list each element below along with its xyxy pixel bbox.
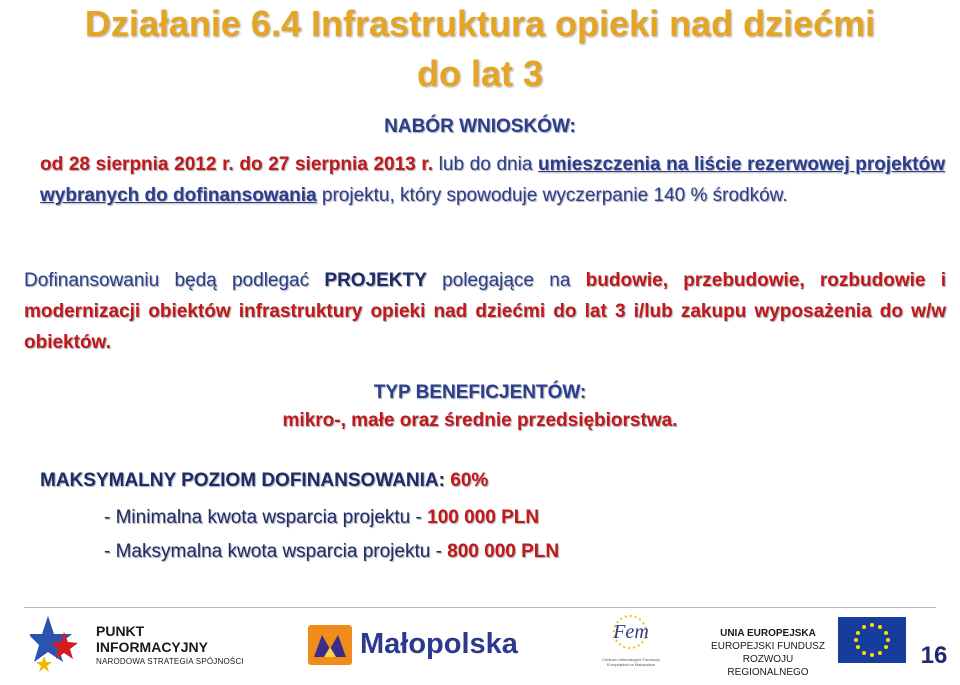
max-level-value: 60% bbox=[450, 470, 489, 491]
fem-logo bbox=[598, 612, 664, 672]
punkt-informacyjny-logo bbox=[96, 624, 244, 668]
ue-line-1: UNIA EUROPEJSKA bbox=[720, 628, 816, 639]
fem-logo-text: Fem bbox=[613, 621, 649, 643]
max-level-line bbox=[40, 470, 488, 492]
nabor-heading: NABÓR WNIOSKÓW: bbox=[384, 116, 576, 137]
ue-erdf-logo bbox=[704, 627, 832, 679]
ue-line-2: EUROPEJSKI FUNDUSZ bbox=[711, 641, 825, 652]
min-amount-label: - Minimalna kwota wsparcia projektu - bbox=[104, 507, 428, 528]
footer-divider bbox=[24, 607, 936, 608]
page-title bbox=[0, 2, 960, 96]
nabor-paragraph bbox=[40, 149, 945, 211]
min-amount-value: 100 000 PLN bbox=[427, 507, 540, 528]
max-amount-line bbox=[104, 541, 559, 563]
malopolska-emblem-icon bbox=[308, 625, 352, 665]
nabor-reserve-list: umieszczenia na liście rezerwowej projektów wybranych do dofinansowania bbox=[40, 154, 945, 206]
malopolska-wordmark: Małopolska bbox=[360, 628, 518, 660]
dofin-polegajace: polegające na bbox=[426, 270, 586, 291]
title-line-2: do lat 3 bbox=[416, 53, 544, 94]
beneficjent-heading: TYP BENEFICJENTÓW: bbox=[373, 382, 587, 403]
nabor-after-dates: lub do dnia bbox=[433, 154, 539, 175]
page-number: 16 bbox=[912, 628, 956, 684]
min-amount-line bbox=[104, 507, 539, 529]
max-amount-value: 800 000 PLN bbox=[447, 541, 560, 562]
dofin-projekty: PROJEKTY bbox=[324, 270, 427, 291]
fem-caption: Centrum Informacyjne Funduszy Europejskich w Małopolsce bbox=[602, 657, 660, 667]
dofin-paragraph bbox=[24, 265, 946, 358]
pi-line-2: INFORMACYJNY bbox=[96, 639, 209, 655]
eu-flag-icon bbox=[838, 617, 906, 663]
nabor-after-reserve: projektu, który spowoduje wyczerpanie 140 % środków. bbox=[316, 185, 788, 206]
nss-star-logo bbox=[30, 612, 90, 676]
dofin-intro: Dofinansowaniu będą podlegać bbox=[24, 270, 325, 291]
pi-line-1: PUNKT bbox=[96, 623, 145, 639]
title-line-1: Działanie 6.4 Infrastruktura opieki nad dziećmi bbox=[84, 3, 876, 44]
max-level-label: MAKSYMALNY POZIOM DOFINANSOWANIA: bbox=[40, 470, 451, 491]
dofin-scope: budowie, przebudowie, rozbudowie i modernizacji obiektów infrastruktury opieki nad dziećmi do lat 3 i/lub zakupu wyposażenia do w/w obiektów. bbox=[24, 270, 946, 353]
max-amount-label: - Maksymalna kwota wsparcia projektu - bbox=[104, 541, 448, 562]
nabor-dates: od 28 sierpnia 2012 r. do 27 sierpnia 2013 r. bbox=[40, 154, 434, 175]
ue-line-3: ROZWOJU REGIONALNEGO bbox=[727, 654, 809, 678]
pi-line-3: NARODOWA STRATEGIA SPÓJNOŚCI bbox=[96, 657, 244, 666]
beneficjent-value: mikro-, małe oraz średnie przedsiębiorstwa. bbox=[282, 410, 678, 431]
